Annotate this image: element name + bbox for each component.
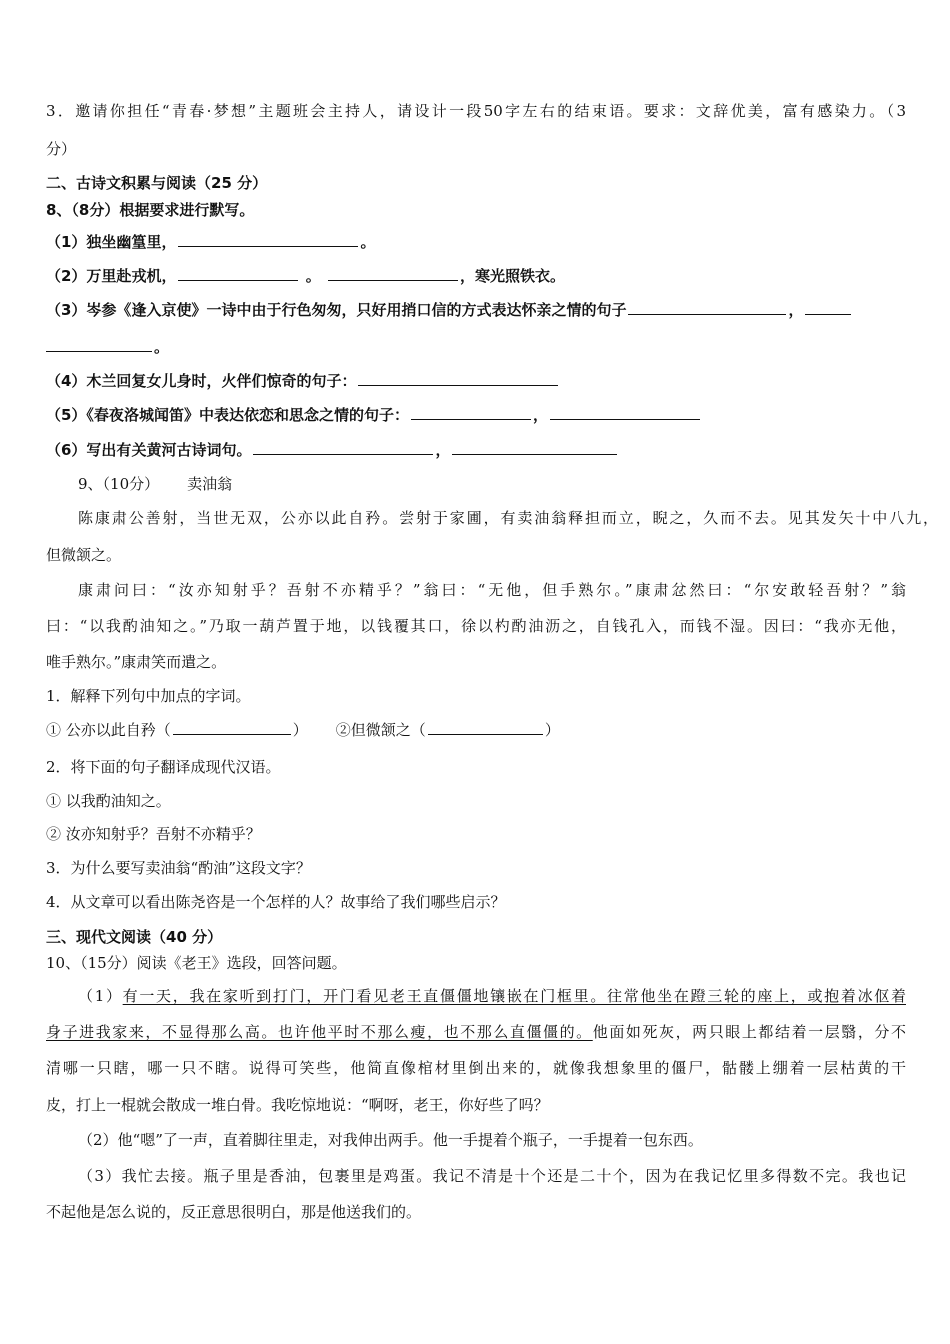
q8-item-2-mid: 。 <box>305 267 321 285</box>
answer-blank[interactable] <box>253 440 433 455</box>
q9-passage-title: 卖油翁 <box>187 475 233 493</box>
q8-item-5 <box>46 405 702 425</box>
answer-blank[interactable] <box>173 720 291 735</box>
answer-blank[interactable] <box>328 266 458 281</box>
q8-item-2 <box>46 266 565 286</box>
q9-para2-line3: 唯手熟尔。”康肃笑而遣之。 <box>46 653 227 671</box>
q8-item-1-text: （1）独坐幽篁里， <box>46 233 177 251</box>
q8-title: 8、（8分）根据要求进行默写。 <box>46 201 255 219</box>
q8-item-2-end: ，寒光照铁衣。 <box>459 267 565 285</box>
q8-item-4-text: （4）木兰回复女儿身时，火伴们惊奇的句子： <box>46 372 357 390</box>
q10-p2: （2）他“嗯”了一声，直着脚往里走，对我伸出两手。他一手提着个瓶子，一手提着一包东西。 <box>78 1131 703 1149</box>
q9-sub-4: 4．从文章可以看出陈尧咨是一个怎样的人？故事给了我们哪些启示？ <box>46 893 506 911</box>
q8-item-4 <box>46 371 560 391</box>
q9-sub-1-items <box>46 720 560 740</box>
answer-blank[interactable] <box>452 440 617 455</box>
section-3-heading: 三、现代文阅读（40 分） <box>46 928 223 946</box>
q10-p1-line1 <box>78 986 906 1006</box>
q10-p1-number: （1） <box>78 987 123 1005</box>
q9-para2-line1: 康肃问曰：“汝亦知射乎？吾射不亦精乎？”翁曰：“无他，但手熟尔。”康肃忿然曰：“尔安敢轻吾射？”翁 <box>78 581 906 599</box>
q10-p3-line1: （3）我忙去接。瓶子里是香油，包裹里是鸡蛋。我记不清是十个还是二十个，因为在我记忆里多得数不完。我也记 <box>78 1167 906 1185</box>
q9-title: 9、（10分） <box>78 475 160 493</box>
answer-blank[interactable] <box>178 266 298 281</box>
q3-line-1: 3．邀请你担任“青春·梦想”主题班会主持人，请设计一段50字左右的结束语。要求：文辞优美，富有感染力。（3 <box>46 102 906 120</box>
answer-blank[interactable] <box>628 300 786 315</box>
answer-blank[interactable] <box>550 405 700 420</box>
answer-blank[interactable] <box>805 300 851 315</box>
q10-p1-line2-rest: 他面如死灰，两只眼上都结着一层翳，分不 <box>592 1023 906 1041</box>
q9-sub-2: 2．将下面的句子翻译成现代汉语。 <box>46 758 281 776</box>
q9-para2-line2: 曰：“以我酌油知之。”乃取一葫芦置于地，以钱覆其口，徐以杓酌油沥之，自钱孔入，而钱不湿。因曰：“我亦无他， <box>46 617 906 635</box>
q9-para1-line1: 陈康肃公善射，当世无双，公亦以此自矜。尝射于家圃，有卖油翁释担而立，睨之，久而不去。见其发矢十中八九， <box>78 509 938 527</box>
q8-item-1-end: 。 <box>360 233 376 251</box>
section-2-heading: 二、古诗文积累与阅读（25 分） <box>46 174 268 192</box>
q10-p1-line3: 清哪一只瞎，哪一只不瞎。说得可笑些，他简直像棺材里倒出来的，就像我想象里的僵尸，骷髅上绷着一层枯黄的干 <box>46 1059 906 1077</box>
q8-item-6-text: （6）写出有关黄河古诗词句。 <box>46 441 252 459</box>
q9-sub-2b: ② 汝亦知射乎？吾射不亦精乎？ <box>46 825 261 843</box>
q3-line-2: 分） <box>46 140 77 158</box>
q9-sub-2a: ① 以我酌油知之。 <box>46 792 171 810</box>
answer-blank[interactable] <box>178 232 358 247</box>
q9-para1-line2: 但微颔之。 <box>46 546 122 564</box>
q9-sub-1a-end: ） <box>292 721 308 739</box>
q8-item-3-comma: ， <box>788 301 804 319</box>
answer-blank[interactable] <box>411 405 531 420</box>
q9-sub-1: 1．解释下列句中加点的字词。 <box>46 687 251 705</box>
q8-item-3 <box>46 300 853 320</box>
answer-blank[interactable] <box>358 371 558 386</box>
q8-item-1 <box>46 232 375 252</box>
q10-p1-line4: 皮，打上一棍就会散成一堆白骨。我吃惊地说：“啊呀，老王，你好些了吗？ <box>46 1096 549 1114</box>
q8-item-5-comma: ， <box>532 406 548 424</box>
answer-blank[interactable] <box>46 337 152 352</box>
q8-item-3-cont <box>46 337 169 357</box>
q8-item-3-text: （3）岑参《逢入京使》一诗中由于行色匆匆，只好用捎口信的方式表达怀亲之情的句子 <box>46 301 627 319</box>
q10-title: 10、（15分）阅读《老王》选段，回答问题。 <box>46 954 347 972</box>
q8-item-3-end: 。 <box>154 338 170 356</box>
q10-p3-line2: 不起他是怎么说的，反正意思很明白，那是他送我们的。 <box>46 1203 422 1221</box>
q9-sub-1a: ① 公亦以此自矜（ <box>46 721 171 739</box>
q10-p1-line2 <box>46 1022 906 1042</box>
q8-item-2-text: （2）万里赴戎机， <box>46 267 177 285</box>
q10-p1-underlined-1: 有一天，我在家听到打门，开门看见老王直僵僵地镶嵌在门框里。往常他坐在蹬三轮的座上，或抱着冰伛着 <box>122 987 906 1005</box>
q8-item-6-comma: ， <box>435 441 451 459</box>
q10-p1-underlined-2: 身子进我家来，不显得那么高。也许他平时不那么瘦，也不那么直僵僵的。 <box>46 1023 593 1041</box>
q9-header <box>78 474 232 494</box>
q8-item-5-text: （5）《春夜洛城闻笛》中表达依恋和思念之情的句子： <box>46 406 409 424</box>
q8-item-6 <box>46 440 619 460</box>
q9-sub-1b: ②但微颔之（ <box>335 721 426 739</box>
answer-blank[interactable] <box>428 720 543 735</box>
q9-sub-1b-end: ） <box>544 721 560 739</box>
q9-sub-3: 3．为什么要写卖油翁“酌油”这段文字？ <box>46 859 311 877</box>
